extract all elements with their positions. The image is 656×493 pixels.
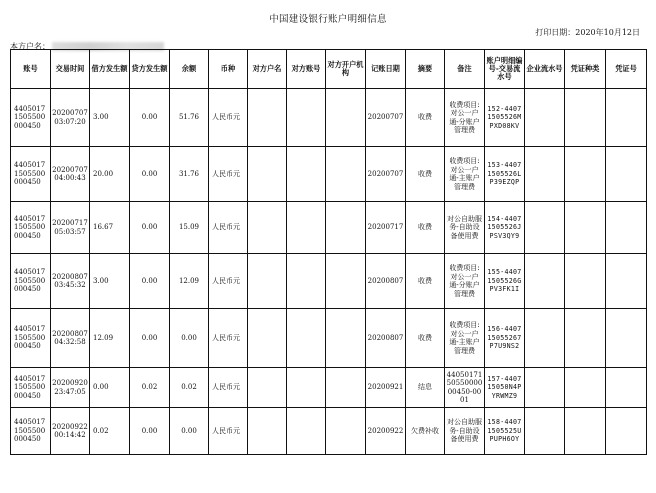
owner-label: 本方户名： [10,42,50,51]
cell-account: 44050171505500000450 [11,408,51,455]
cell-balance: 31.76 [170,147,209,202]
cell-remark: 收费项目:对公一户通-分账户管理费 [445,254,485,309]
table-row [11,254,647,309]
column-header: 账户明细编号-交易流水号 [485,50,525,89]
cell-book-date: 20200707 [366,147,406,202]
column-header: 凭证种类 [565,50,606,89]
cell-summary: 欠费补收 [406,408,445,455]
cell-summary: 结息 [406,368,445,408]
cell-currency: 人民币元 [209,147,248,202]
cell-serial: 154-44071505526JPSV3QY9 [485,202,525,254]
cell-ent-serial [525,89,565,147]
cell-cp-name [248,254,287,309]
cell-book-date: 20200807 [366,309,406,368]
cell-remark: 收费项目:对公一户通-分账户管理费 [445,89,485,147]
cell-currency: 人民币元 [209,408,248,455]
cell-account: 44050171505500000450 [11,254,51,309]
cell-cp-bank [326,89,366,147]
cell-account: 44050171505500000450 [11,89,51,147]
cell-cp-name [248,147,287,202]
cell-voucher-type [565,408,606,455]
transaction-table [10,49,647,455]
cell-credit: 0.02 [130,368,170,408]
cell-debit: 0.00 [90,368,130,408]
table-row [11,89,647,147]
cell-credit: 0.00 [130,254,170,309]
column-header: 借方发生额 [90,50,130,89]
cell-cp-account [287,147,326,202]
cell-account: 44050171505500000450 [11,309,51,368]
cell-remark: 收费项目:对公一户通-主账户管理费 [445,309,485,368]
cell-currency: 人民币元 [209,254,248,309]
header-row [11,50,647,89]
cell-summary: 收费 [406,254,445,309]
cell-ent-serial [525,254,565,309]
cell-cp-bank [326,147,366,202]
cell-balance: 0.02 [170,368,209,408]
cell-cp-account [287,309,326,368]
cell-balance: 0.00 [170,408,209,455]
cell-voucher-no [606,368,647,408]
cell-voucher-no [606,254,647,309]
cell-summary: 收费 [406,147,445,202]
cell-cp-name [248,408,287,455]
cell-currency: 人民币元 [209,202,248,254]
table-body [11,89,647,455]
cell-voucher-no [606,408,647,455]
cell-summary: 收费 [406,89,445,147]
cell-cp-name [248,202,287,254]
cell-voucher-type [565,202,606,254]
cell-debit: 16.67 [90,202,130,254]
cell-ent-serial [525,147,565,202]
table-row [11,147,647,202]
column-header: 凭证号 [606,50,647,89]
print-date: 打印日期：2020年10月12日 [535,28,640,37]
cell-cp-bank [326,408,366,455]
cell-debit: 20.00 [90,147,130,202]
column-header: 币种 [209,50,248,89]
cell-account: 44050171505500000450 [11,368,51,408]
cell-debit: 12.09 [90,309,130,368]
cell-serial: 157-440715050N4PYRWMZ9 [485,368,525,408]
column-header: 交易时间 [51,50,90,89]
cell-cp-bank [326,254,366,309]
cell-cp-name [248,368,287,408]
cell-ent-serial [525,368,565,408]
cell-serial: 158-44071505525UPUPH6OY [485,408,525,455]
cell-voucher-type [565,147,606,202]
cell-currency: 人民币元 [209,368,248,408]
cell-account: 44050171505500000450 [11,147,51,202]
cell-cp-account [287,202,326,254]
table-row [11,202,647,254]
cell-time: 20200920 23:47:05 [51,368,90,408]
cell-cp-name [248,89,287,147]
cell-debit: 0.02 [90,408,130,455]
cell-voucher-no [606,202,647,254]
cell-ent-serial [525,408,565,455]
cell-voucher-no [606,309,647,368]
cell-cp-account [287,408,326,455]
table-row [11,309,647,368]
cell-cp-account [287,368,326,408]
cell-credit: 0.00 [130,147,170,202]
cell-voucher-no [606,147,647,202]
cell-ent-serial [525,309,565,368]
column-header: 记账日期 [366,50,406,89]
cell-cp-account [287,254,326,309]
column-header: 对方户名 [248,50,287,89]
cell-balance: 51.76 [170,89,209,147]
cell-book-date: 20200922 [366,408,406,455]
cell-book-date: 20200921 [366,368,406,408]
cell-credit: 0.00 [130,408,170,455]
cell-balance: 12.09 [170,254,209,309]
column-header: 备注 [445,50,485,89]
cell-serial: 153-44071505526LP39EZQP [485,147,525,202]
column-header: 贷方发生额 [130,50,170,89]
cell-account: 44050171505500000450 [11,202,51,254]
cell-summary: 收费 [406,309,445,368]
cell-voucher-type [565,254,606,309]
table-row [11,408,647,455]
cell-serial: 155-44071505526GPV3FK1I [485,254,525,309]
cell-voucher-no [606,89,647,147]
cell-book-date: 20200717 [366,202,406,254]
cell-cp-bank [326,202,366,254]
cell-book-date: 20200707 [366,89,406,147]
cell-time: 20200717 05:03:57 [51,202,90,254]
cell-currency: 人民币元 [209,89,248,147]
cell-remark: 对公自助服务-自助设备使用费 [445,202,485,254]
cell-credit: 0.00 [130,89,170,147]
cell-balance: 0.00 [170,309,209,368]
cell-serial: 156-440715055267P7U9NS2 [485,309,525,368]
cell-debit: 3.00 [90,254,130,309]
cell-time: 20200707 04:00:43 [51,147,90,202]
column-header: 企业流水号 [525,50,565,89]
table-row [11,368,647,408]
cell-serial: 152-44071505526MPXD08KV [485,89,525,147]
cell-voucher-type [565,368,606,408]
cell-cp-account [287,89,326,147]
cell-credit: 0.00 [130,309,170,368]
cell-cp-bank [326,309,366,368]
column-header: 摘要 [406,50,445,89]
cell-book-date: 20200807 [366,254,406,309]
cell-ent-serial [525,202,565,254]
column-header: 对方账号 [287,50,326,89]
cell-cp-bank [326,368,366,408]
column-header: 账号 [11,50,51,89]
cell-voucher-type [565,89,606,147]
cell-remark: 收费项目:对公一户通-主账户管理费 [445,147,485,202]
cell-time: 20200807 04:32:58 [51,309,90,368]
cell-debit: 3.00 [90,89,130,147]
cell-time: 20200922 00:14:42 [51,408,90,455]
cell-remark: 440501715055000000450-0001 [445,368,485,408]
column-header: 余额 [170,50,209,89]
cell-currency: 人民币元 [209,309,248,368]
document-title: 中国建设银行账户明细信息 [269,14,387,25]
cell-time: 20200707 03:07:20 [51,89,90,147]
cell-voucher-type [565,309,606,368]
cell-balance: 15.09 [170,202,209,254]
cell-summary: 收费 [406,202,445,254]
cell-cp-name [248,309,287,368]
cell-remark: 对公自助服务-自助设备使用费 [445,408,485,455]
cell-time: 20200807 03:45:32 [51,254,90,309]
cell-credit: 0.00 [130,202,170,254]
column-header: 对方开户机构 [326,50,366,89]
